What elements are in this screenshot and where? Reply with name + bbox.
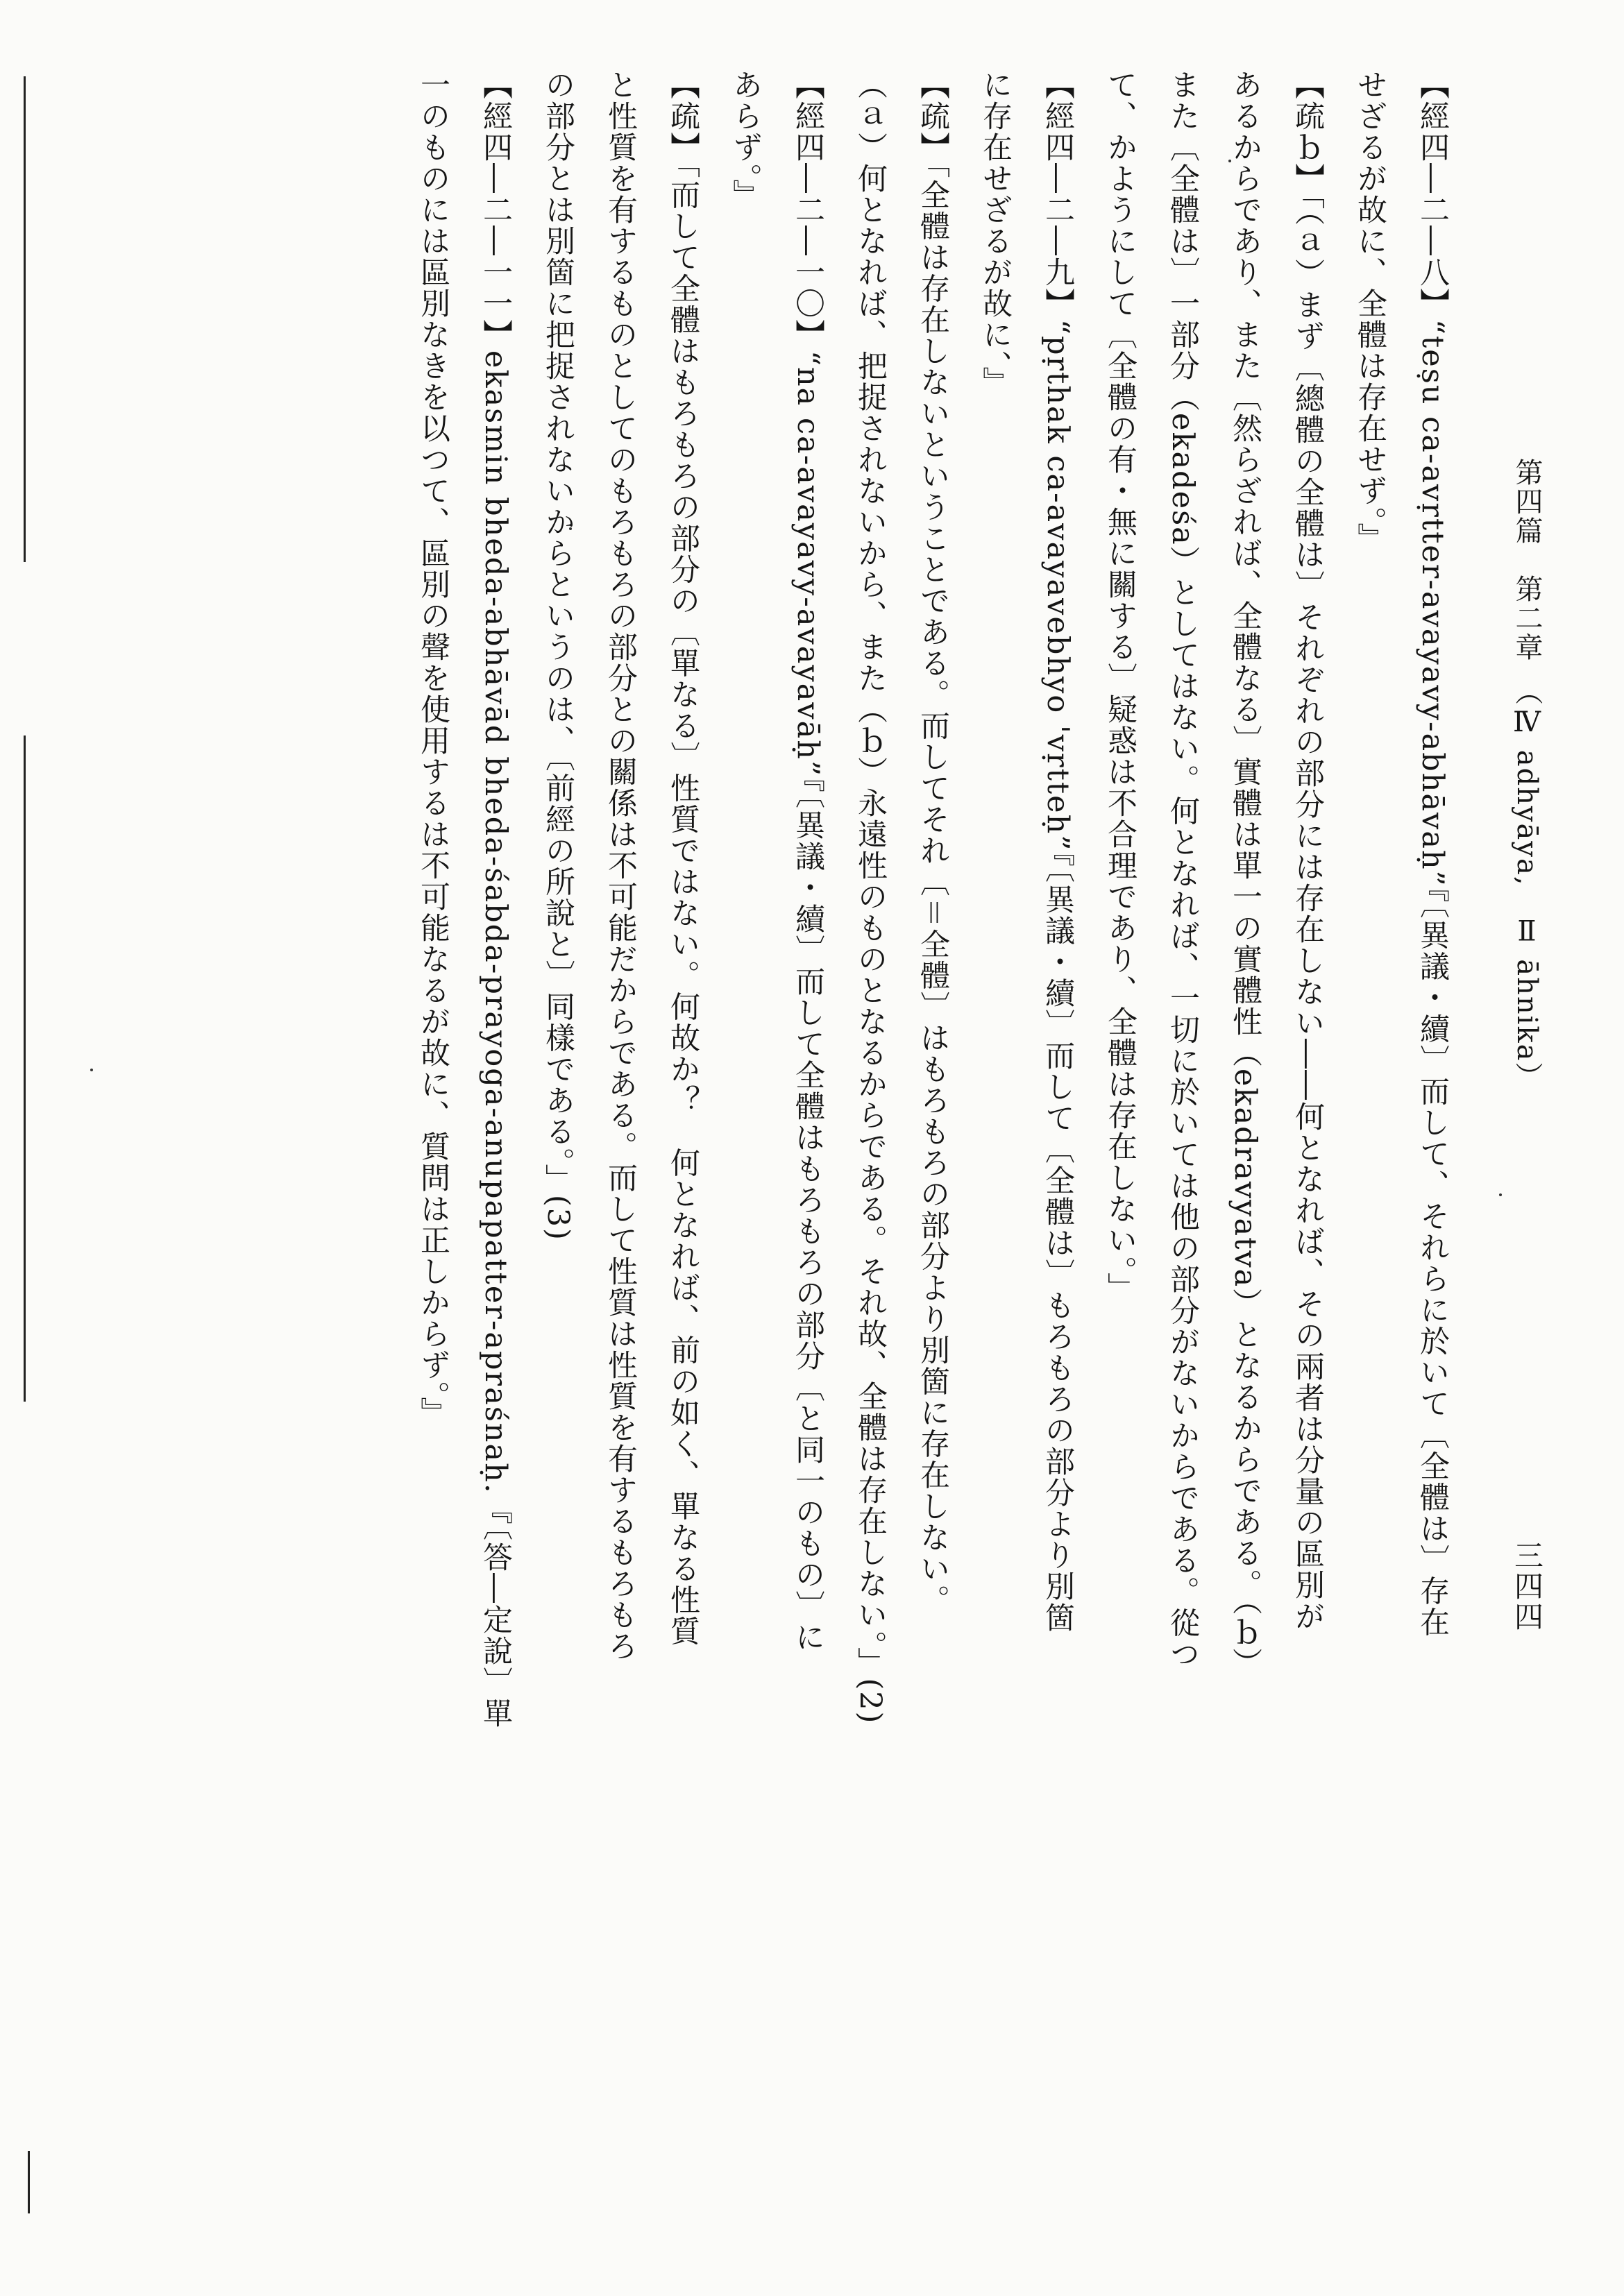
page-number: 三四四 <box>1510 1540 1544 1632</box>
text-line: 【經四―二―九】“pṛthak ca-avayavebhyo 'vṛtteḥ”『〔異議・續〕而して〔全體は〕もろもろの部分より別箇 <box>1040 69 1075 1634</box>
text-line: 【疏】「而して全體はもろもろの部分の〔單なる〕性質ではない。何故か？ 何となれば、前の如く、單なる性質 <box>666 69 700 1647</box>
text-line: 【疏ｂ】「（ａ）まず〔總體の全體は〕それぞれの部分には存在しない――何となれば、その兩者は分量の區別が <box>1290 69 1325 1632</box>
text-line: 【經四―二―一一】ekasmin bheda-abhāvād bheda-śabda-prayoga-anupapatter-apraśnaḥ.『〔答―定說〕單 <box>478 69 513 1729</box>
text-line: せざるが故に、全體は存在せず。』 <box>1353 69 1387 554</box>
text-line: 【疏】「全體は存在しないということである。而してそれ〔＝全體〕はもろもろの部分より別箇に存在しない。 <box>915 69 950 1616</box>
scan-margin-line <box>24 76 26 562</box>
text-line: あるからであり、また〔然らざれば、全體なる〕實體は單一の實體性（ekadravyatva）となるからである。（ｂ） <box>1228 69 1262 1679</box>
scan-margin-line <box>28 2151 30 2213</box>
scan-speck <box>90 1069 93 1071</box>
running-head: 第四篇 第二章 （Ⅳ adhyāya, Ⅱ āhnika） <box>1511 458 1543 1091</box>
text-line: 【經四―二―一〇】“na ca-avayavy-avayavāḥ”『〔異議・續〕而して全體はもろもろの部分〔と同一のもの〕に <box>790 69 825 1653</box>
text-line: と性質を有するものとしてのもろもろの部分との關係は不可能だからである。而して性質は性質を有するもろもろ <box>603 69 638 1662</box>
header-column <box>1496 69 1558 1818</box>
text-line: 一のものには區別なきを以つて、區別の聲を使用するは不可能なるが故に、質問は正しからず。』 <box>416 69 450 1429</box>
vertical-text-body <box>402 69 1558 1818</box>
text-line: 【經四―二―八】“teṣu ca-avṛtter-avayavy-abhāvaḥ”『〔異議・續〕而して、それらに於いて〔全體は〕存在 <box>1415 69 1450 1638</box>
text-line: （ａ）何となれば、把捉されないから、また（ｂ）永遠性のものとなるからである。それ故、全體は存在しない。」(2) <box>853 69 888 1725</box>
text-line: の部分とは別箇に把捉されないからというのは、〔前經の所說と〕同樣である。」(3) <box>541 69 575 1241</box>
text-line: に存在せざるが故に、』 <box>978 69 1013 398</box>
text-line: あらず。』 <box>728 69 763 211</box>
scan-margin-line <box>24 735 26 1402</box>
text-line: て、かようにして〔全體の有・無に關する〕疑惑は不合理であり、全體は存在しない。」 <box>1103 69 1137 1304</box>
column-gap <box>1464 69 1487 1818</box>
text-line: また〔全體は〕一部分（ekadeśa）としてはない。何となれば、一切に於いては他の部分がないからである。從つ <box>1165 69 1200 1670</box>
